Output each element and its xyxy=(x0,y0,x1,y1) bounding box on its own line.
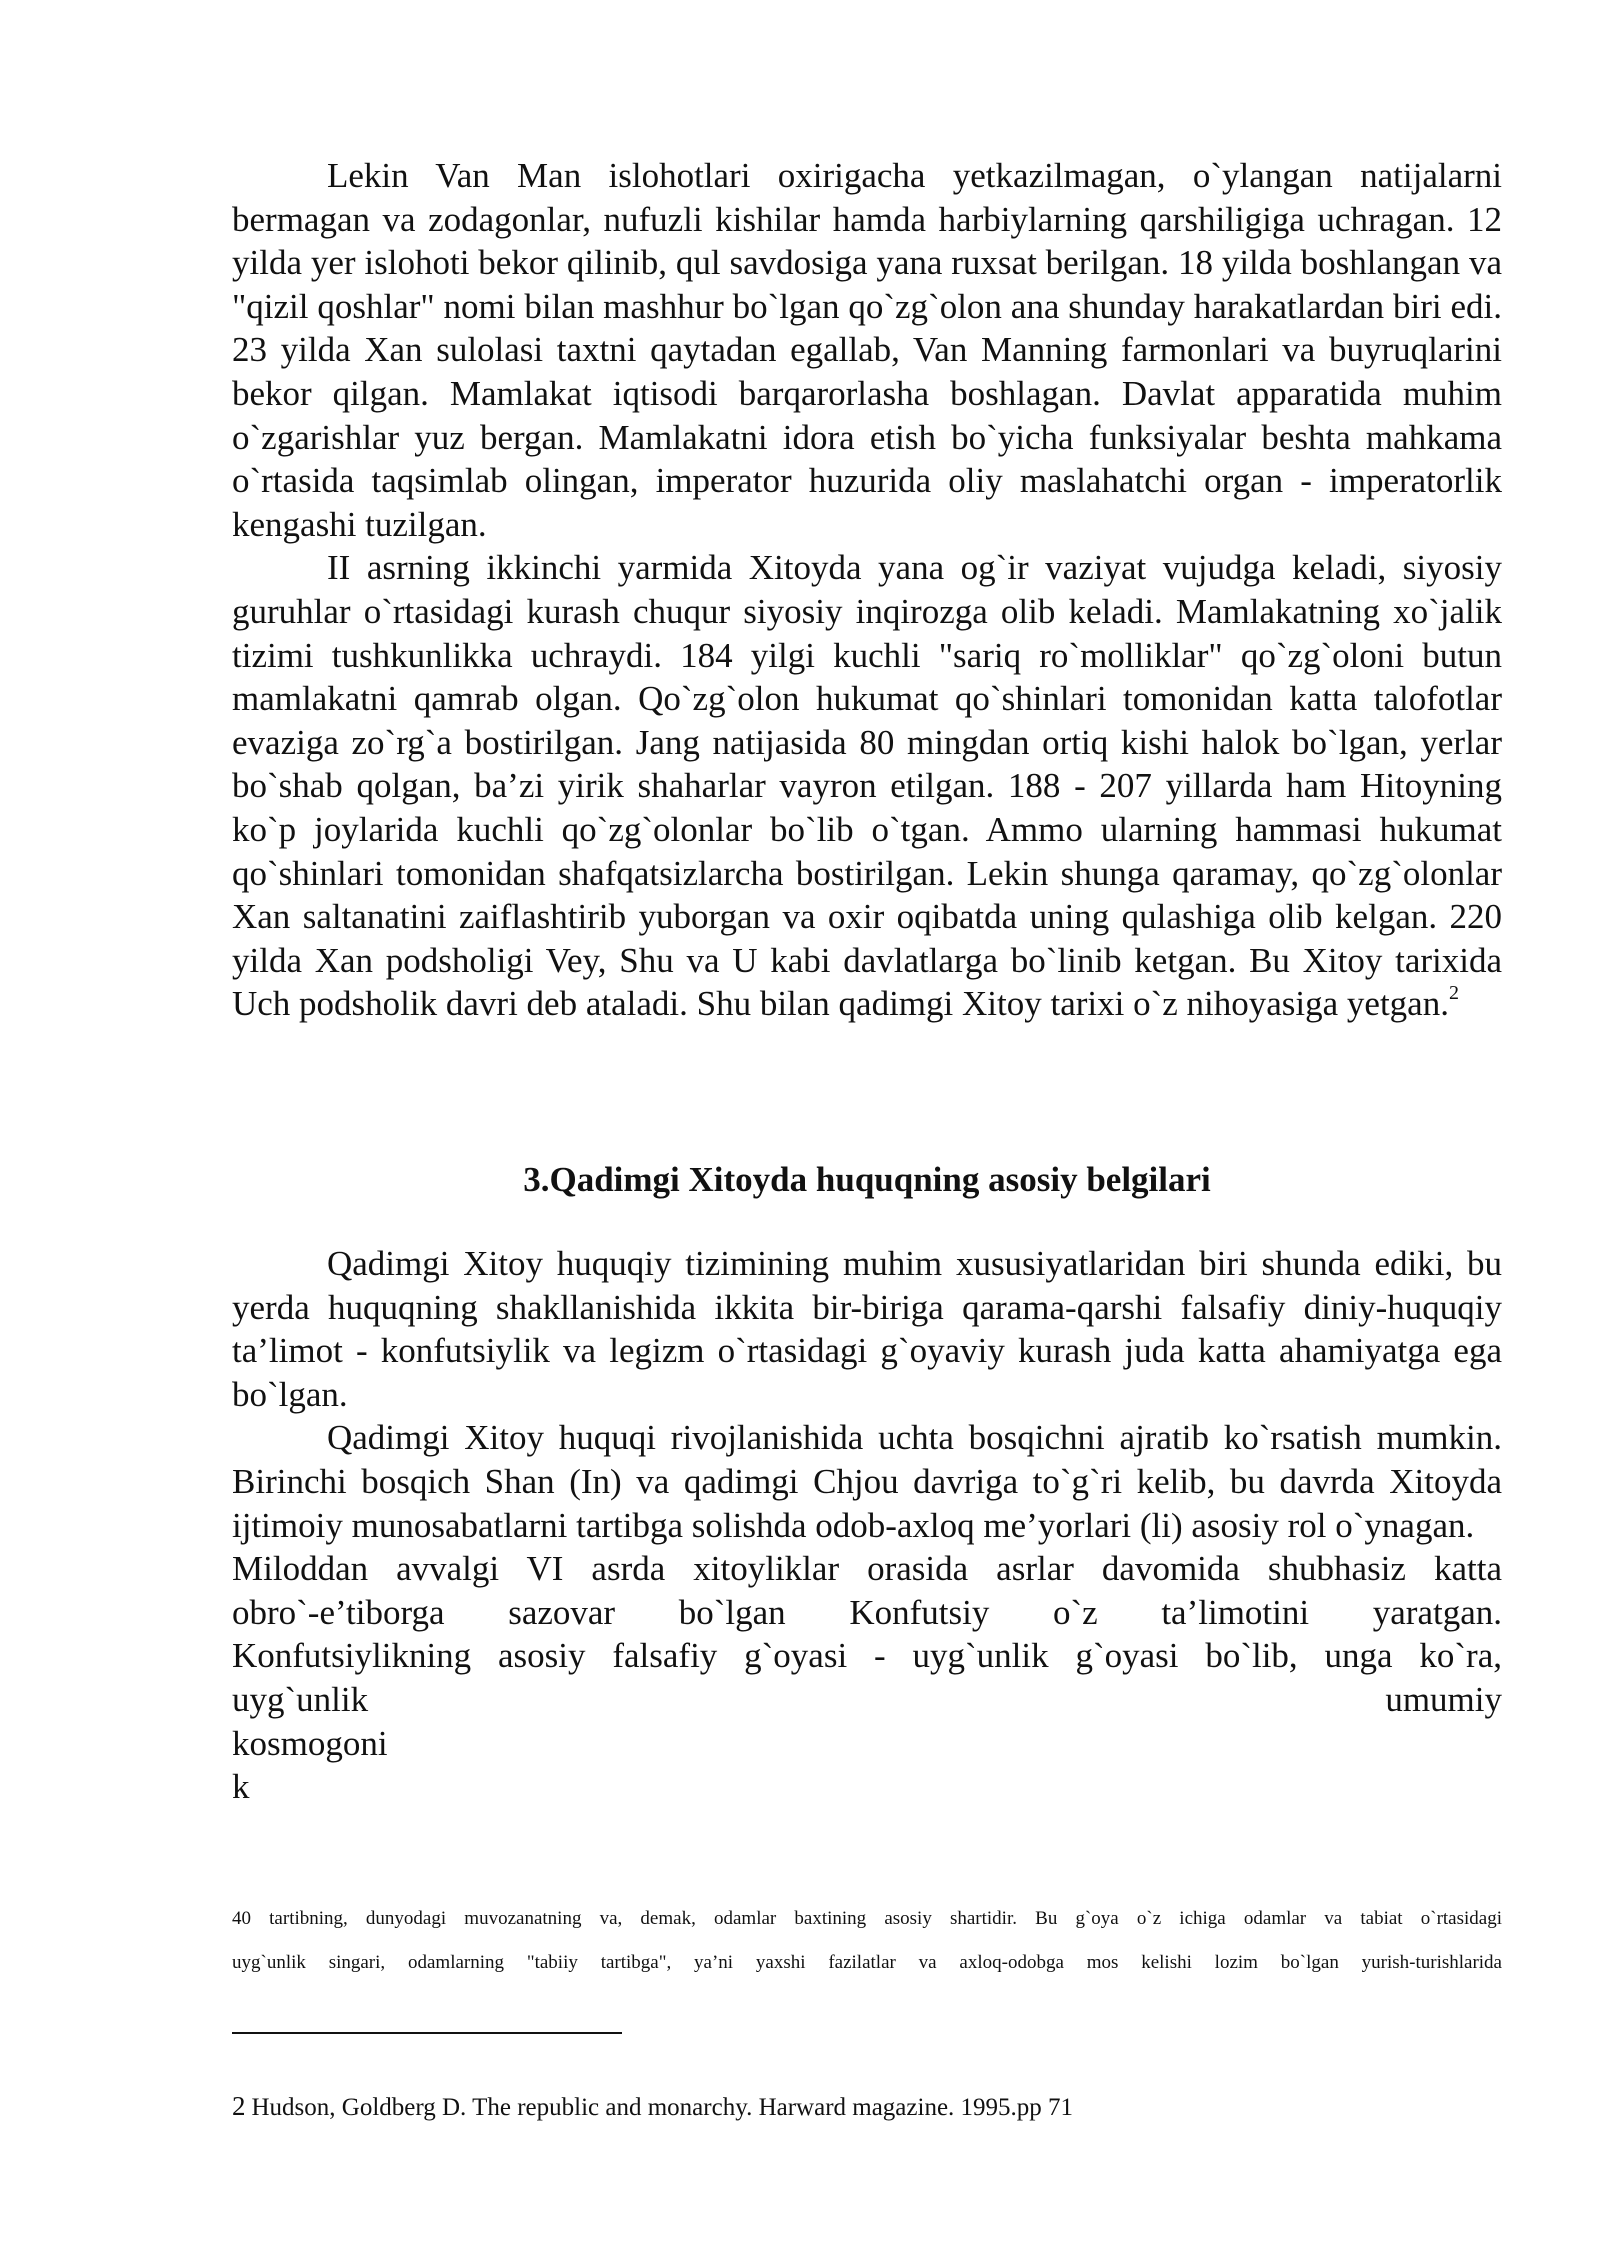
small-print-continuation xyxy=(232,1897,1502,1985)
paragraph-legal-system: Qadimgi Xitoy huquqiy tizimining muhim xususiyatlaridan biri shunda ediki, bu yerda huquqning shakllanishida ikkita bir-biriga qarama-qarshi falsafiy diniy-huquqiy ta’limot - konfutsiylik va legizm o`rtasidagi g`oyaviy kurash juda katta ahamiyatga ega bo`lgan. xyxy=(232,1244,1502,1414)
text-line: Konfutsiylikning asosiy falsafiy g`oyasi - uyg`unlik g`oyasi bo`lib, unga ko`ra, xyxy=(232,1636,1502,1676)
paragraph-han-decline-text: II asrning ikkinchi yarmida Xitoyda yana og`ir vaziyat vujudga keladi, siyosiy guruhlar o`rtasidagi kurash chuqur siyosiy inqirozga olib keladi. Mamlakatning xo`jalik tizimi tushkunlikka uchraydi. 184 yilgi kuchli "sariq ro`molliklar" qo`zg`oloni butun mamlakatni qamrab olgan. Qo`zg`olon hukumat qo`shinlari tomonidan katta talofotlar evaziga zo`rg`a bostirilgan. Jang natijasida 80 mingdan ortiq kishi halok bo`lgan, yerlar bo`shab qolgan, ba’zi yirik shaharlar vayron etilgan. 188 - 207 yillarda ham Hitoyning ko`p joylarida kuchli qo`zg`olonlar bo`lib o`tgan. Ammo ularning hammasi hukumat qo`shinlari tomonidan shafqatsizlarcha bostirilgan. Lekin shunga qaramay, qo`zg`olonlar Xan saltanatini zaiflashtirib yuborgan va oxir oqibatda uning qulashiga olib kelgan. 220 yilda Xan podsholigi Vey, Shu va U kabi davlatlarga bo`linib ketgan. Bu Xitoy tarixida Uch podsholik davri deb ataladi. Shu bilan qadimgi Xitoy tarixi o`z nihoyasiga yetgan. xyxy=(232,548,1502,1024)
footnote-separator xyxy=(232,2032,622,2034)
text-line: obro`-e’tiborga sazovar bo`lgan Konfutsiy o`z ta’limotini yaratgan. xyxy=(232,1592,1502,1632)
text-line: k xyxy=(232,1767,250,1807)
text-line: kosmogoni xyxy=(232,1723,388,1763)
footnote-number: 2 xyxy=(232,2091,246,2121)
body-text-block-2 xyxy=(232,1242,1502,1809)
paragraph-stages: Qadimgi Xitoy huquqi rivojlanishida uchta bosqichni ajratib ko`rsatish mumkin. Birinchi bosqich Shan (In) va qadimgi Chjou davriga to`g`ri kelib, bu davrda Xitoyda ijtimoiy munosabatlarni tartibga solishda odob-axloq me’yorlari (li) asosiy rol o`ynagan. xyxy=(232,1418,1502,1545)
body-text-block-1 xyxy=(232,154,1502,1026)
paragraph-confucius xyxy=(232,1547,1502,1809)
text-line: uyg`unlik umumiy xyxy=(232,1679,1502,1719)
paragraph-van-man-reforms: Lekin Van Man islohotlari oxirigacha yetkazilmagan, o`ylangan natijalarni bermagan va zodagonlar, nufuzli kishilar hamda harbiylarning qarshiligiga uchragan. 12 yilda yer islohoti bekor qilinib, qul savdosiga yana ruxsat berilgan. 18 yilda boshlangan va "qizil qoshlar" nomi bilan mashhur bo`lgan qo`zg`olon ana shunday harakatlardan biri edi. 23 yilda Xan sulolasi taxtni qaytadan egallab, Van Manning farmonlari va buyruqlarini bekor qilgan. Mamlakat iqtisodi barqarorlasha boshlagan. Davlat apparatida muhim o`zgarishlar yuz bergan. Mamlakatni idora etish bo`yicha funksiyalar beshta mahkama o`rtasida taqsimlab olingan, imperator huzurida oliy maslahatchi organ - imperatorlik kengashi tuzilgan. xyxy=(232,156,1502,544)
paragraph-han-decline xyxy=(232,546,1502,1026)
small-text-line: 40 tartibning, dunyodagi muvozanatning va, demak, odamlar baxtining asosiy shartidir. Bu g`oya o`z ichiga odamlar va tabiat o`rtasidagi xyxy=(232,1908,1502,1929)
section-heading: 3.Qadimgi Xitoyda huquqning asosiy belgilari xyxy=(523,1160,1211,1199)
small-text-line: uyg`unlik singari, odamlarning "tabiiy tartibga", ya’ni yaxshi fazilatlar va axloq-odobga mos kelishi lozim bo`lgan yurish-turishlarida xyxy=(232,1952,1502,1973)
footnote-reference[interactable]: 2 xyxy=(1448,981,1459,1004)
footnote xyxy=(232,2090,1502,2124)
footnote-text: Hudson, Goldberg D. The republic and monarchy. Harward magazine. 1995.pp 71 xyxy=(251,2094,1074,2121)
text-line: Miloddan avvalgi VI asrda xitoyliklar orasida asrlar davomida shubhasiz katta xyxy=(232,1549,1502,1589)
